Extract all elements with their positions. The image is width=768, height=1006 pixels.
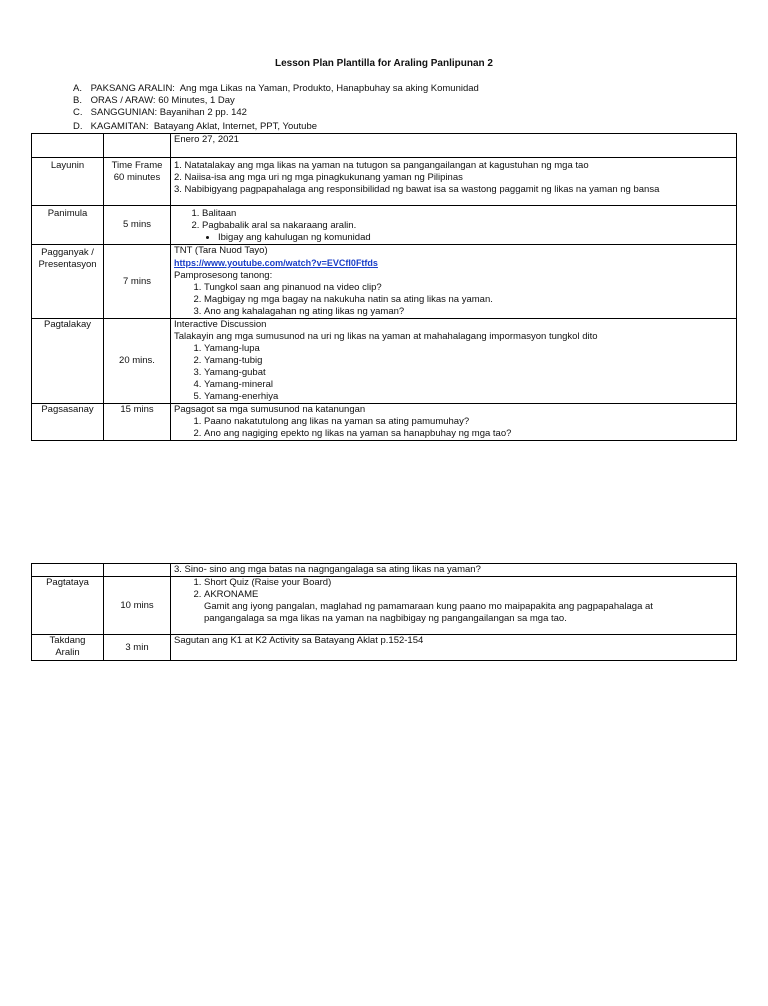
discussion-intro: Talakayin ang mga sumusunod na uri ng likas na yaman at mahahalagang impormasyon tungkol dito [174, 331, 598, 342]
list-item: 1. Yamang-lupa [204, 343, 733, 355]
youtube-link[interactable]: https://www.youtube.com/watch?v=EVCfI0Ftfds [174, 258, 378, 268]
panimula-list [174, 208, 733, 232]
time-frame-minutes: 60 minutes [113, 172, 161, 183]
list-item: 1. Balitaan [202, 208, 733, 220]
table-row-pagtalakay [32, 319, 737, 404]
list-item: 3. Yamang-gubat [204, 367, 733, 379]
homework-text: Sagutan ang K1 at K2 Activity sa Batayang Aklat p.152-154 [171, 635, 737, 661]
list-item: 1. Paano nakatutulong ang likas na yaman sa ating pamumuhay? [204, 416, 733, 428]
list-item: 1. Short Quiz (Raise your Board) [204, 577, 733, 589]
time-frame-cell [104, 158, 171, 206]
objective-item: 3. Nabibigyang pagpapahalaga ang responsibilidad ng bawat isa sa wastong paggamit ng likas na yaman ng bansa [174, 184, 660, 195]
time-pagtalakay: 20 mins. [104, 319, 171, 404]
objective-item: 1. Natatalakay ang mga likas na yaman na tutugon sa pangangailangan at kagustuhan ng mga tao [174, 160, 589, 171]
processing-questions-heading: Pamprosesong tanong: [174, 270, 273, 281]
list-item: 3. Ano ang kahalagahan ng ating likas ng yaman? [204, 306, 733, 318]
list-item: 2. Yamang-tubig [204, 355, 733, 367]
row-label-pagtataya: Pagtataya [32, 577, 104, 635]
header-reference: C. SANGGUNIAN: Bayanihan 2 pp. 142 [73, 107, 247, 118]
exercise-heading: Pagsagot sa mga sumusunod na katanungan [174, 404, 366, 415]
resource-types-list [174, 343, 733, 403]
table-row-pagganyak [32, 245, 737, 319]
time-panimula: 5 mins [104, 206, 171, 245]
table-row-pagtataya [32, 577, 737, 635]
time-pagganyak: 7 mins [104, 245, 171, 319]
list-item: 2. AKRONAME [204, 589, 733, 601]
table-row [32, 134, 737, 158]
processing-questions-list [174, 282, 733, 318]
row-label-layunin: Layunin [32, 158, 104, 206]
list-item: 2. Pagbabalik aral sa nakaraang aralin. [202, 220, 733, 232]
lesson-plan-table [31, 133, 737, 441]
assessment-instruction: Gamit ang iyong pangalan, maglahad ng pamamaraan kung paano mo maipapakita ang pagpapahalaga at pangangalaga sa mga likas na yaman na nagbibigay ng pangangailangan sa mga tao. [204, 601, 653, 624]
row-label-pagtalakay: Pagtalakay [32, 319, 104, 404]
table-row-continued [32, 564, 737, 577]
time-takdang-aralin: 3 min [104, 635, 171, 661]
time-pagsasanay: 15 mins [104, 404, 171, 441]
pagtalakay-content [171, 319, 737, 404]
list-item: • Ibigay ang kahulugan ng komunidad [218, 232, 733, 244]
document-title: Lesson Plan Plantilla for Araling Panlipunan 2 [274, 58, 493, 69]
header-time: B. ORAS / ARAW: 60 Minutes, 1 Day [73, 95, 235, 106]
panimula-sublist [174, 232, 733, 244]
header-materials: D. KAGAMITAN: Batayang Aklat, Internet, PPT, Youtube [73, 121, 318, 132]
table-row-panimula [32, 206, 737, 245]
table-row-layunin [32, 158, 737, 206]
pagtataya-content [171, 577, 737, 635]
objectives-cell [171, 158, 737, 206]
exercise-question-continued: 3. Sino- sino ang mga batas na nagngangalaga sa ating likas na yaman? [171, 564, 737, 577]
time-frame-label: Time Frame [111, 160, 163, 171]
header-topic: A. PAKSANG ARALIN: Ang mga Likas na Yaman, Produkto, Hanapbuhay sa aking Komunidad [73, 83, 479, 94]
time-pagtataya: 10 mins [104, 577, 171, 635]
row-label-pagganyak: Pagganyak / Presentasyon [32, 245, 104, 319]
pagganyak-content [171, 245, 737, 319]
table-row-pagsasanay [32, 404, 737, 441]
list-item: 2. Ano ang nagiging epekto ng likas na yaman sa hanapbuhay ng mga tao? [204, 428, 733, 440]
list-item: 4. Yamang-mineral [204, 379, 733, 391]
row-label-takdang-aralin: Takdang Aralin [32, 635, 104, 661]
lesson-date: Enero 27, 2021 [171, 134, 737, 158]
row-label-pagsasanay: Pagsasanay [32, 404, 104, 441]
list-item: 5. Yamang-enerhiya [204, 391, 733, 403]
lesson-plan-table-continued [31, 563, 737, 661]
activity-heading: TNT (Tara Nuod Tayo) [174, 245, 268, 256]
list-item: 2. Magbigay ng mga bagay na nakukuha natin sa ating likas na yaman. [204, 294, 733, 306]
assessment-list [174, 577, 733, 601]
exercise-questions-list [174, 416, 733, 440]
row-label-panimula: Panimula [32, 206, 104, 245]
discussion-heading: Interactive Discussion [174, 319, 267, 330]
pagsasanay-content [171, 404, 737, 441]
panimula-content [171, 206, 737, 245]
objective-item: 2. Naiisa-isa ang mga uri ng mga pinagkukunang yaman ng Pilipinas [174, 172, 463, 183]
table-row-takdang-aralin [32, 635, 737, 661]
list-item: 1. Tungkol saan ang pinanuod na video clip? [204, 282, 733, 294]
